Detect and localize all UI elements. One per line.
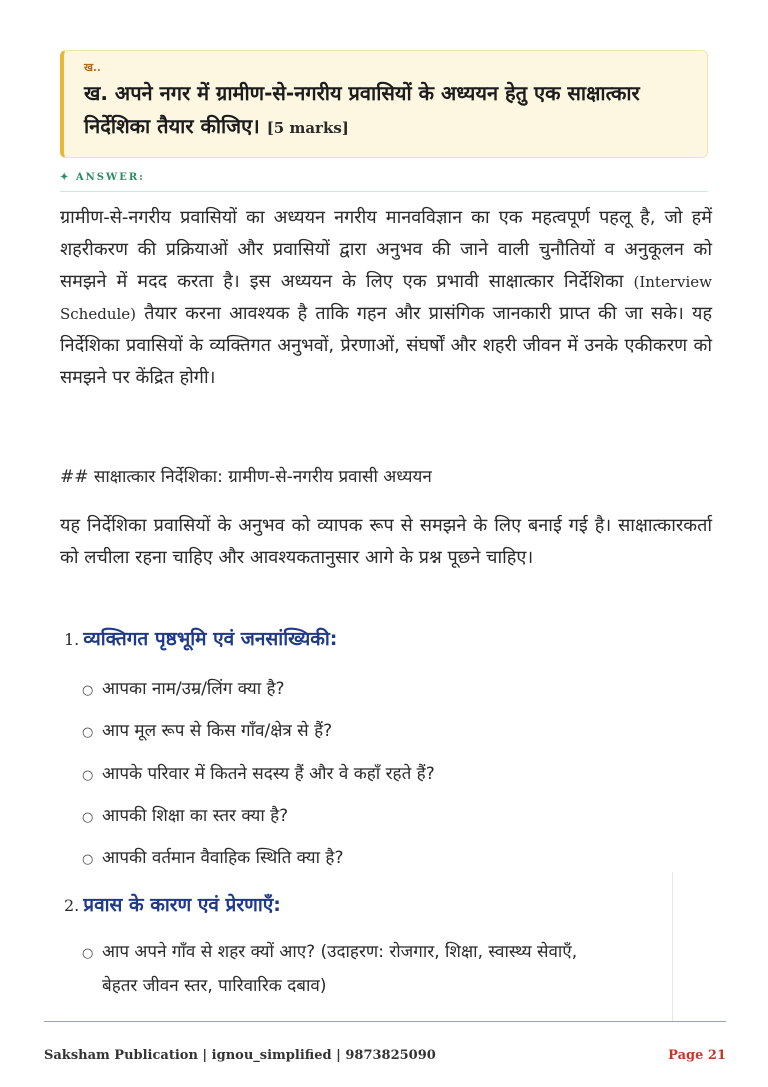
section-1-heading <box>64 624 337 655</box>
schedule-heading: ## साक्षात्कार निर्देशिका: ग्रामीण-से-नगरीय प्रवासी अध्ययन <box>60 467 432 487</box>
list-item <box>82 715 712 749</box>
list-item <box>82 673 712 707</box>
bullet-icon: ○ <box>82 768 94 783</box>
section-1-number: 1. <box>64 630 80 649</box>
list-item-text: आपका नाम/उम्र/लिंग क्या है? <box>102 679 285 699</box>
question-box <box>60 50 708 158</box>
list-item-text: आपके परिवार में कितने सदस्य हैं और वे कहाँ रहते हैं? <box>102 764 435 784</box>
list-item-text: आपकी वर्तमान वैवाहिक स्थिति क्या है? <box>102 848 344 868</box>
intro-paragraph <box>60 202 712 394</box>
answer-label: ✦ ANSWER: <box>60 172 145 183</box>
bullet-icon: ○ <box>82 946 94 961</box>
question-body: ख. अपने नगर में ग्रामीण-से-नगरीय प्रवासियों के अध्ययन हेतु एक साक्षात्कार निर्देशिका तैयार कीजिए। <box>84 81 640 138</box>
section-2-number: 2. <box>64 896 80 915</box>
intro-english-term: (Interview Schedule) <box>60 273 712 323</box>
margin-line <box>672 872 673 1022</box>
question-text <box>84 77 691 145</box>
question-marks: [5 marks] <box>266 119 349 137</box>
list-item <box>82 800 712 834</box>
schedule-intro-paragraph: यह निर्देशिका प्रवासियों के अनुभव को व्यापक रूप से समझने के लिए बनाई गई है। साक्षात्कारकर्ता को लचीला रहना चाहिए और आवश्यकतानुसार आगे के प्रश्न पूछने चाहिए। <box>60 515 712 568</box>
bullet-icon: ○ <box>82 852 94 867</box>
list-item-text: आपकी शिक्षा का स्तर क्या है? <box>102 806 289 826</box>
question-label: ख.. <box>84 61 101 74</box>
list-item-text: आप मूल रूप से किस गाँव/क्षेत्र से हैं? <box>102 721 333 741</box>
intro-text-1: ग्रामीण-से-नगरीय प्रवासियों का अध्ययन नगरीय मानवविज्ञान का एक महत्वपूर्ण पहलू है, जो हमें शहरीकरण की प्रक्रियाओं और प्रवासियों द्वारा अनुभव की जाने वाली चुनौतियों व अनुकूलन को समझने में मदद करता है। इस अध्ययन के लिए एक प्रभावी साक्षात्कार निर्देशिका <box>60 207 712 292</box>
section-2-heading <box>64 890 281 921</box>
footer-publisher: Saksham Publication | ignou_simplified | 9873825090 <box>44 1048 436 1063</box>
footer-divider <box>44 1021 726 1022</box>
list-item <box>82 842 712 876</box>
list-item-continuation: बेहतर जीवन स्तर, पारिवारिक दबाव) <box>102 976 327 996</box>
list-item <box>82 936 712 1002</box>
list-item <box>82 758 712 792</box>
bullet-icon: ○ <box>82 683 94 698</box>
section-1-title: व्यक्तिगत पृष्ठभूमि एवं जनसांख्यिकी: <box>83 628 338 650</box>
bullet-icon: ○ <box>82 810 94 825</box>
page-number: Page 21 <box>668 1048 726 1063</box>
intro-text-2: तैयार करना आवश्यक है ताकि गहन और प्रासंगिक जानकारी प्राप्त की जा सके। यह निर्देशिका प्रवासियों के व्यक्तिगत अनुभवों, प्रेरणाओं, संघर्षों और शहरी जीवन में उनके एकीकरण को समझने पर केंद्रित होगी। <box>60 303 712 388</box>
answer-divider <box>60 191 708 192</box>
section-2-title: प्रवास के कारण एवं प्रेरणाएँ: <box>83 894 281 916</box>
list-item-text: आप अपने गाँव से शहर क्यों आए? (उदाहरण: रोजगार, शिक्षा, स्वास्थ्य सेवाएँ, <box>102 942 578 962</box>
bullet-icon: ○ <box>82 725 94 740</box>
